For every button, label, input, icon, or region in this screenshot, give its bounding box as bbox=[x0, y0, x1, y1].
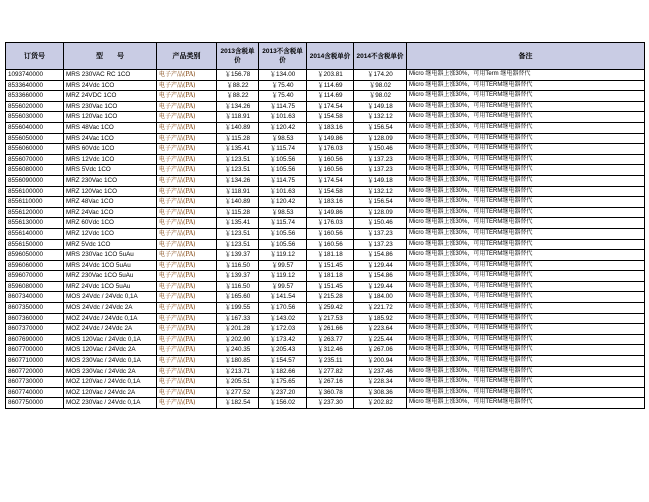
cell-price-2014-notax: ￥150.46 bbox=[354, 218, 407, 229]
cell-model: MOZ 120Vac / 24Vdc 2A bbox=[64, 387, 157, 398]
cell-note: Micro 继电器上涨30%，可用TERM继电器替代 bbox=[407, 165, 645, 176]
cell-price-2014-tax: ￥114.69 bbox=[307, 91, 354, 102]
cell-note: Micro 继电器上涨30%，可用TERM继电器替代 bbox=[407, 260, 645, 271]
cell-note: Micro 继电器上涨30%，可用TERM继电器替代 bbox=[407, 398, 645, 409]
cell-price-2013-notax: ￥105.56 bbox=[259, 228, 307, 239]
cell-price-2014-tax: ￥312.46 bbox=[307, 345, 354, 356]
cell-price-2013-notax: ￥170.56 bbox=[259, 303, 307, 314]
cell-price-2013-notax: ￥173.42 bbox=[259, 334, 307, 345]
table-row bbox=[6, 324, 645, 335]
table-row bbox=[6, 387, 645, 398]
table-row bbox=[6, 122, 645, 133]
cell-price-2014-notax: ￥149.18 bbox=[354, 101, 407, 112]
cell-code: 8607740000 bbox=[6, 387, 64, 398]
cell-category: 电子产品(PA) bbox=[157, 122, 217, 133]
cell-price-2013-notax: ￥237.20 bbox=[259, 387, 307, 398]
cell-price-2013-tax: ￥140.89 bbox=[217, 122, 259, 133]
cell-price-2014-notax: ￥185.92 bbox=[354, 313, 407, 324]
cell-note: Micro 继电器上涨30%，可用TERM继电器替代 bbox=[407, 122, 645, 133]
cell-code: 8596050000 bbox=[6, 250, 64, 261]
cell-category: 电子产品(PA) bbox=[157, 313, 217, 324]
cell-price-2014-tax: ￥149.86 bbox=[307, 133, 354, 144]
cell-note: Micro 继电器上涨30%，可用TERM继电器替代 bbox=[407, 91, 645, 102]
cell-price-2014-notax: ￥223.64 bbox=[354, 324, 407, 335]
cell-category: 电子产品(PA) bbox=[157, 303, 217, 314]
cell-price-2013-tax: ￥123.51 bbox=[217, 228, 259, 239]
cell-category: 电子产品(PA) bbox=[157, 218, 217, 229]
cell-model: MRS 230VAC RC 1CO bbox=[64, 70, 157, 81]
cell-price-2013-tax: ￥115.28 bbox=[217, 207, 259, 218]
cell-price-2013-tax: ￥202.90 bbox=[217, 334, 259, 345]
cell-price-2013-tax: ￥205.51 bbox=[217, 377, 259, 388]
cell-price-2014-tax: ￥261.66 bbox=[307, 324, 354, 335]
cell-code: 8556070000 bbox=[6, 154, 64, 165]
cell-price-2013-tax: ￥116.50 bbox=[217, 281, 259, 292]
cell-note: Micro 继电器上涨30%，可用TERM继电器替代 bbox=[407, 313, 645, 324]
cell-category: 电子产品(PA) bbox=[157, 356, 217, 367]
cell-code: 8607730000 bbox=[6, 377, 64, 388]
cell-model: MRS 230Vac 1CO 5uAu bbox=[64, 250, 157, 261]
cell-model: MRZ 230Vac 1CO 5uAu bbox=[64, 271, 157, 282]
cell-category: 电子产品(PA) bbox=[157, 377, 217, 388]
cell-code: 8556140000 bbox=[6, 228, 64, 239]
cell-price-2014-tax: ￥259.42 bbox=[307, 303, 354, 314]
cell-model: MRZ 24VDC 1CO bbox=[64, 91, 157, 102]
cell-category: 电子产品(PA) bbox=[157, 228, 217, 239]
cell-price-2014-tax: ￥215.28 bbox=[307, 292, 354, 303]
cell-price-2014-notax: ￥156.54 bbox=[354, 122, 407, 133]
cell-price-2014-notax: ￥156.54 bbox=[354, 197, 407, 208]
cell-model: MRZ 230Vac 1CO bbox=[64, 175, 157, 186]
table-row bbox=[6, 218, 645, 229]
cell-price-2013-notax: ￥75.40 bbox=[259, 91, 307, 102]
cell-note: Micro 继电器上涨30%，可用TERM继电器替代 bbox=[407, 228, 645, 239]
cell-price-2013-notax: ￥105.56 bbox=[259, 165, 307, 176]
header-model: 型 号 bbox=[64, 43, 157, 70]
cell-price-2014-tax: ￥151.45 bbox=[307, 260, 354, 271]
cell-model: MRZ 5Vdc 1CO bbox=[64, 239, 157, 250]
cell-price-2014-tax: ￥237.30 bbox=[307, 398, 354, 409]
cell-note: Micro 继电器上涨30%，可用TERM继电器替代 bbox=[407, 101, 645, 112]
cell-category: 电子产品(PA) bbox=[157, 292, 217, 303]
table-row bbox=[6, 165, 645, 176]
cell-model: MRS 230Vac 1CO bbox=[64, 101, 157, 112]
cell-price-2013-notax: ￥156.02 bbox=[259, 398, 307, 409]
cell-model: MRS 60Vdc 1CO bbox=[64, 144, 157, 155]
cell-note: Micro 继电器上涨30%，可用TERM继电器替代 bbox=[407, 175, 645, 186]
table-row bbox=[6, 303, 645, 314]
cell-price-2014-tax: ￥149.86 bbox=[307, 207, 354, 218]
cell-model: MOS 24Vdc / 24Vdc 0,1A bbox=[64, 292, 157, 303]
table-row bbox=[6, 197, 645, 208]
cell-model: MOS 24Vdc / 24Vdc 2A bbox=[64, 303, 157, 314]
cell-price-2014-notax: ￥267.06 bbox=[354, 345, 407, 356]
cell-note: Micro 继电器上涨30%，可用TERM继电器替代 bbox=[407, 112, 645, 123]
cell-model: MOZ 230Vac / 24Vdc 0,1A bbox=[64, 398, 157, 409]
cell-price-2014-tax: ￥154.58 bbox=[307, 186, 354, 197]
table-row bbox=[6, 356, 645, 367]
cell-code: 8607340000 bbox=[6, 292, 64, 303]
table-row bbox=[6, 175, 645, 186]
table-row bbox=[6, 345, 645, 356]
cell-price-2013-notax: ￥175.65 bbox=[259, 377, 307, 388]
table-row bbox=[6, 281, 645, 292]
cell-price-2014-notax: ￥137.23 bbox=[354, 239, 407, 250]
header-category: 产品类别 bbox=[157, 43, 217, 70]
cell-code: 8533660000 bbox=[6, 91, 64, 102]
cell-code: 8607710000 bbox=[6, 356, 64, 367]
cell-price-2013-tax: ￥180.85 bbox=[217, 356, 259, 367]
cell-model: MRZ 60Vdc 1CO bbox=[64, 218, 157, 229]
cell-price-2014-notax: ￥128.09 bbox=[354, 133, 407, 144]
price-table bbox=[5, 42, 645, 409]
cell-model: MRS 12Vdc 1CO bbox=[64, 154, 157, 165]
table-row bbox=[6, 154, 645, 165]
cell-note: Micro 继电器上涨30%，可用TERM继电器替代 bbox=[407, 218, 645, 229]
cell-model: MRS 24Vdc 1CO bbox=[64, 80, 157, 91]
cell-price-2014-notax: ￥225.44 bbox=[354, 334, 407, 345]
cell-model: MRZ 24Vdc 1CO 5uAu bbox=[64, 281, 157, 292]
cell-price-2014-tax: ￥235.11 bbox=[307, 356, 354, 367]
cell-price-2013-tax: ￥123.51 bbox=[217, 165, 259, 176]
cell-price-2014-tax: ￥160.56 bbox=[307, 228, 354, 239]
cell-model: MRS 120Vac 1CO bbox=[64, 112, 157, 123]
table-row bbox=[6, 91, 645, 102]
cell-price-2014-notax: ￥137.23 bbox=[354, 165, 407, 176]
cell-price-2013-notax: ￥120.42 bbox=[259, 197, 307, 208]
table-row bbox=[6, 366, 645, 377]
cell-note: Micro 继电器上涨30%，可用TERM继电器替代 bbox=[407, 281, 645, 292]
cell-price-2013-tax: ￥277.52 bbox=[217, 387, 259, 398]
table-row bbox=[6, 101, 645, 112]
cell-model: MRZ 120Vac 1CO bbox=[64, 186, 157, 197]
cell-price-2013-notax: ￥101.63 bbox=[259, 112, 307, 123]
cell-price-2014-notax: ￥137.23 bbox=[354, 154, 407, 165]
cell-price-2013-notax: ￥75.40 bbox=[259, 80, 307, 91]
cell-price-2013-tax: ￥240.35 bbox=[217, 345, 259, 356]
cell-category: 电子产品(PA) bbox=[157, 165, 217, 176]
cell-category: 电子产品(PA) bbox=[157, 101, 217, 112]
cell-price-2013-tax: ￥139.37 bbox=[217, 250, 259, 261]
cell-price-2014-tax: ￥174.54 bbox=[307, 101, 354, 112]
cell-category: 电子产品(PA) bbox=[157, 207, 217, 218]
cell-model: MRZ 12Vdc 1CO bbox=[64, 228, 157, 239]
cell-note: Micro 继电器上涨30%，可用TERM继电器替代 bbox=[407, 144, 645, 155]
cell-code: 8596060000 bbox=[6, 260, 64, 271]
cell-price-2014-notax: ￥202.82 bbox=[354, 398, 407, 409]
cell-price-2013-notax: ￥101.63 bbox=[259, 186, 307, 197]
cell-price-2013-tax: ￥115.28 bbox=[217, 133, 259, 144]
cell-price-2014-notax: ￥132.12 bbox=[354, 112, 407, 123]
cell-note: Micro 继电器上涨30%，可用TERM继电器替代 bbox=[407, 207, 645, 218]
cell-price-2013-notax: ￥115.74 bbox=[259, 218, 307, 229]
table-row bbox=[6, 133, 645, 144]
cell-price-2014-tax: ￥160.56 bbox=[307, 165, 354, 176]
cell-price-2014-notax: ￥132.12 bbox=[354, 186, 407, 197]
cell-code: 8556150000 bbox=[6, 239, 64, 250]
table-row bbox=[6, 260, 645, 271]
cell-code: 8607350000 bbox=[6, 303, 64, 314]
cell-category: 电子产品(PA) bbox=[157, 250, 217, 261]
cell-category: 电子产品(PA) bbox=[157, 345, 217, 356]
cell-price-2014-tax: ￥176.03 bbox=[307, 218, 354, 229]
cell-price-2013-notax: ￥120.42 bbox=[259, 122, 307, 133]
cell-price-2014-notax: ￥308.36 bbox=[354, 387, 407, 398]
table-row bbox=[6, 292, 645, 303]
cell-code: 8556110000 bbox=[6, 197, 64, 208]
cell-price-2014-notax: ￥98.02 bbox=[354, 80, 407, 91]
cell-price-2014-tax: ￥217.53 bbox=[307, 313, 354, 324]
cell-price-2013-tax: ￥165.60 bbox=[217, 292, 259, 303]
cell-price-2013-notax: ￥143.02 bbox=[259, 313, 307, 324]
cell-price-2013-notax: ￥98.53 bbox=[259, 133, 307, 144]
cell-price-2013-notax: ￥105.56 bbox=[259, 239, 307, 250]
cell-price-2014-tax: ￥160.56 bbox=[307, 239, 354, 250]
cell-category: 电子产品(PA) bbox=[157, 154, 217, 165]
cell-note: Micro 继电器上涨30%，可用Term 继电器替代 bbox=[407, 70, 645, 81]
cell-note: Micro 继电器上涨30%，可用TERM继电器替代 bbox=[407, 345, 645, 356]
cell-price-2014-tax: ￥151.45 bbox=[307, 281, 354, 292]
cell-price-2014-tax: ￥176.03 bbox=[307, 144, 354, 155]
cell-code: 8556050000 bbox=[6, 133, 64, 144]
cell-price-2013-tax: ￥156.78 bbox=[217, 70, 259, 81]
cell-code: 8556040000 bbox=[6, 122, 64, 133]
cell-note: Micro 继电器上涨30%，可用TERM继电器替代 bbox=[407, 334, 645, 345]
cell-note: Micro 继电器上涨30%，可用TERM继电器替代 bbox=[407, 239, 645, 250]
cell-category: 电子产品(PA) bbox=[157, 324, 217, 335]
table-row bbox=[6, 207, 645, 218]
cell-model: MOS 230Vac / 24Vdc 2A bbox=[64, 366, 157, 377]
cell-model: MRS 24Vac 1CO bbox=[64, 133, 157, 144]
cell-price-2014-notax: ￥129.44 bbox=[354, 281, 407, 292]
cell-category: 电子产品(PA) bbox=[157, 334, 217, 345]
cell-price-2013-tax: ￥134.26 bbox=[217, 101, 259, 112]
cell-code: 8556090000 bbox=[6, 175, 64, 186]
cell-category: 电子产品(PA) bbox=[157, 80, 217, 91]
cell-code: 8596080000 bbox=[6, 281, 64, 292]
cell-price-2014-notax: ￥154.86 bbox=[354, 250, 407, 261]
cell-price-2014-tax: ￥160.56 bbox=[307, 154, 354, 165]
cell-price-2014-notax: ￥149.18 bbox=[354, 175, 407, 186]
cell-code: 8556100000 bbox=[6, 186, 64, 197]
cell-model: MOZ 24Vdc / 24Vdc 0,1A bbox=[64, 313, 157, 324]
cell-category: 电子产品(PA) bbox=[157, 366, 217, 377]
cell-price-2013-tax: ￥201.28 bbox=[217, 324, 259, 335]
cell-price-2013-notax: ￥98.53 bbox=[259, 207, 307, 218]
cell-price-2014-notax: ￥174.20 bbox=[354, 70, 407, 81]
cell-price-2013-notax: ￥114.75 bbox=[259, 175, 307, 186]
cell-price-2013-notax: ￥99.57 bbox=[259, 260, 307, 271]
cell-price-2013-tax: ￥88.22 bbox=[217, 91, 259, 102]
cell-price-2013-notax: ￥115.74 bbox=[259, 144, 307, 155]
cell-category: 电子产品(PA) bbox=[157, 175, 217, 186]
cell-price-2014-notax: ￥154.86 bbox=[354, 271, 407, 282]
cell-price-2014-tax: ￥203.81 bbox=[307, 70, 354, 81]
cell-price-2013-tax: ￥118.91 bbox=[217, 186, 259, 197]
cell-price-2014-notax: ￥98.02 bbox=[354, 91, 407, 102]
cell-model: MOS 120Vac / 24Vdc 0,1A bbox=[64, 334, 157, 345]
cell-note: Micro 继电器上涨30%，可用TERM继电器替代 bbox=[407, 303, 645, 314]
cell-note: Micro 继电器上涨30%，可用TERM继电器替代 bbox=[407, 292, 645, 303]
cell-note: Micro 继电器上涨30%，可用TERM继电器替代 bbox=[407, 271, 645, 282]
table-row bbox=[6, 80, 645, 91]
cell-price-2013-tax: ￥123.51 bbox=[217, 154, 259, 165]
cell-price-2013-notax: ￥182.66 bbox=[259, 366, 307, 377]
table-row bbox=[6, 239, 645, 250]
cell-category: 电子产品(PA) bbox=[157, 398, 217, 409]
cell-price-2014-notax: ￥200.94 bbox=[354, 356, 407, 367]
cell-note: Micro 继电器上涨30%，可用TERM继电器替代 bbox=[407, 250, 645, 261]
table-row bbox=[6, 112, 645, 123]
cell-code: 8556060000 bbox=[6, 144, 64, 155]
cell-note: Micro 继电器上涨30%，可用TERM继电器替代 bbox=[407, 377, 645, 388]
cell-code: 8607370000 bbox=[6, 324, 64, 335]
cell-price-2014-notax: ￥129.44 bbox=[354, 260, 407, 271]
cell-price-2013-notax: ￥119.12 bbox=[259, 250, 307, 261]
cell-price-2014-notax: ￥128.09 bbox=[354, 207, 407, 218]
cell-category: 电子产品(PA) bbox=[157, 260, 217, 271]
cell-price-2013-tax: ￥213.71 bbox=[217, 366, 259, 377]
cell-category: 电子产品(PA) bbox=[157, 186, 217, 197]
table-row bbox=[6, 334, 645, 345]
cell-model: MRZ 48Vac 1CO bbox=[64, 197, 157, 208]
table-row bbox=[6, 144, 645, 155]
cell-price-2013-notax: ￥172.03 bbox=[259, 324, 307, 335]
cell-model: MRS 24Vdc 1CO 5uAu bbox=[64, 260, 157, 271]
cell-code: 8556130000 bbox=[6, 218, 64, 229]
cell-price-2013-tax: ￥167.33 bbox=[217, 313, 259, 324]
cell-category: 电子产品(PA) bbox=[157, 387, 217, 398]
cell-note: Micro 继电器上涨30%，可用TERM继电器替代 bbox=[407, 356, 645, 367]
cell-price-2014-tax: ￥174.54 bbox=[307, 175, 354, 186]
cell-note: Micro 继电器上涨30%，可用TERM继电器替代 bbox=[407, 133, 645, 144]
cell-price-2014-tax: ￥263.77 bbox=[307, 334, 354, 345]
table-row bbox=[6, 313, 645, 324]
cell-price-2013-notax: ￥205.43 bbox=[259, 345, 307, 356]
cell-price-2014-notax: ￥221.72 bbox=[354, 303, 407, 314]
cell-model: MRS 5Vdc 1CO bbox=[64, 165, 157, 176]
cell-price-2013-notax: ￥114.75 bbox=[259, 101, 307, 112]
cell-price-2013-notax: ￥99.57 bbox=[259, 281, 307, 292]
cell-category: 电子产品(PA) bbox=[157, 197, 217, 208]
cell-model: MOS 120Vac / 24Vdc 2A bbox=[64, 345, 157, 356]
table-row bbox=[6, 70, 645, 81]
cell-price-2013-tax: ￥88.22 bbox=[217, 80, 259, 91]
cell-code: 8556080000 bbox=[6, 165, 64, 176]
cell-price-2013-notax: ￥105.56 bbox=[259, 154, 307, 165]
cell-code: 8607700000 bbox=[6, 345, 64, 356]
cell-note: Micro 继电器上涨30%，可用TERM继电器替代 bbox=[407, 387, 645, 398]
cell-price-2013-tax: ￥118.91 bbox=[217, 112, 259, 123]
cell-price-2013-tax: ￥140.89 bbox=[217, 197, 259, 208]
cell-price-2014-tax: ￥181.18 bbox=[307, 271, 354, 282]
cell-model: MRS 48Vac 1CO bbox=[64, 122, 157, 133]
cell-model: MOZ 120Vac / 24Vdc 0,1A bbox=[64, 377, 157, 388]
cell-category: 电子产品(PA) bbox=[157, 271, 217, 282]
cell-note: Micro 继电器上涨30%，可用TERM继电器替代 bbox=[407, 324, 645, 335]
header-price-2014-tax: 2014含税单价 bbox=[307, 43, 354, 70]
cell-category: 电子产品(PA) bbox=[157, 239, 217, 250]
cell-code: 8556120000 bbox=[6, 207, 64, 218]
cell-category: 电子产品(PA) bbox=[157, 112, 217, 123]
cell-price-2013-notax: ￥154.57 bbox=[259, 356, 307, 367]
cell-price-2014-tax: ￥183.16 bbox=[307, 122, 354, 133]
cell-model: MOZ 24Vdc / 24Vdc 2A bbox=[64, 324, 157, 335]
cell-price-2014-notax: ￥228.34 bbox=[354, 377, 407, 388]
cell-price-2013-tax: ￥123.51 bbox=[217, 239, 259, 250]
cell-code: 1093740000 bbox=[6, 70, 64, 81]
cell-note: Micro 继电器上涨30%，可用TERM继电器替代 bbox=[407, 80, 645, 91]
cell-code: 8533640000 bbox=[6, 80, 64, 91]
cell-price-2014-notax: ￥137.23 bbox=[354, 228, 407, 239]
cell-price-2014-tax: ￥360.78 bbox=[307, 387, 354, 398]
table-row bbox=[6, 186, 645, 197]
cell-price-2014-notax: ￥184.00 bbox=[354, 292, 407, 303]
cell-price-2013-tax: ￥135.41 bbox=[217, 144, 259, 155]
cell-price-2014-notax: ￥237.46 bbox=[354, 366, 407, 377]
cell-code: 8556020000 bbox=[6, 101, 64, 112]
cell-price-2014-tax: ￥277.82 bbox=[307, 366, 354, 377]
cell-price-2013-notax: ￥119.12 bbox=[259, 271, 307, 282]
cell-category: 电子产品(PA) bbox=[157, 70, 217, 81]
cell-code: 8607750000 bbox=[6, 398, 64, 409]
header-code: 订货号 bbox=[6, 43, 64, 70]
table-row bbox=[6, 377, 645, 388]
cell-note: Micro 继电器上涨30%，可用TERM继电器替代 bbox=[407, 366, 645, 377]
cell-note: Micro 继电器上涨30%，可用TERM继电器替代 bbox=[407, 154, 645, 165]
cell-price-2014-tax: ￥154.58 bbox=[307, 112, 354, 123]
table-row bbox=[6, 271, 645, 282]
header-note: 备注 bbox=[407, 43, 645, 70]
table-row bbox=[6, 250, 645, 261]
cell-category: 电子产品(PA) bbox=[157, 133, 217, 144]
cell-price-2013-tax: ￥182.54 bbox=[217, 398, 259, 409]
header-row bbox=[6, 43, 645, 70]
cell-price-2013-tax: ￥135.41 bbox=[217, 218, 259, 229]
header-price-2013-notax: 2013不含税单价 bbox=[259, 43, 307, 70]
cell-price-2013-notax: ￥134.00 bbox=[259, 70, 307, 81]
cell-category: 电子产品(PA) bbox=[157, 281, 217, 292]
cell-price-2013-tax: ￥116.50 bbox=[217, 260, 259, 271]
cell-code: 8607360000 bbox=[6, 313, 64, 324]
cell-model: MRZ 24Vac 1CO bbox=[64, 207, 157, 218]
cell-code: 8556030000 bbox=[6, 112, 64, 123]
cell-category: 电子产品(PA) bbox=[157, 91, 217, 102]
cell-code: 8607690000 bbox=[6, 334, 64, 345]
table-row bbox=[6, 398, 645, 409]
cell-price-2013-tax: ￥139.37 bbox=[217, 271, 259, 282]
cell-price-2013-tax: ￥199.55 bbox=[217, 303, 259, 314]
header-price-2014-notax: 2014不含税单价 bbox=[354, 43, 407, 70]
cell-price-2014-tax: ￥183.16 bbox=[307, 197, 354, 208]
cell-category: 电子产品(PA) bbox=[157, 144, 217, 155]
header-price-2013-tax: 2013含税单价 bbox=[217, 43, 259, 70]
cell-price-2013-tax: ￥134.26 bbox=[217, 175, 259, 186]
cell-price-2014-tax: ￥267.16 bbox=[307, 377, 354, 388]
cell-note: Micro 继电器上涨30%，可用TERM继电器替代 bbox=[407, 186, 645, 197]
table-row bbox=[6, 228, 645, 239]
cell-price-2013-notax: ￥141.54 bbox=[259, 292, 307, 303]
cell-price-2014-tax: ￥181.18 bbox=[307, 250, 354, 261]
cell-code: 8596070000 bbox=[6, 271, 64, 282]
cell-price-2014-notax: ￥150.46 bbox=[354, 144, 407, 155]
cell-price-2014-tax: ￥114.69 bbox=[307, 80, 354, 91]
cell-note: Micro 继电器上涨30%，可用TERM继电器替代 bbox=[407, 197, 645, 208]
cell-code: 8607720000 bbox=[6, 366, 64, 377]
cell-model: MOS 230Vac / 24Vdc 0,1A bbox=[64, 356, 157, 367]
